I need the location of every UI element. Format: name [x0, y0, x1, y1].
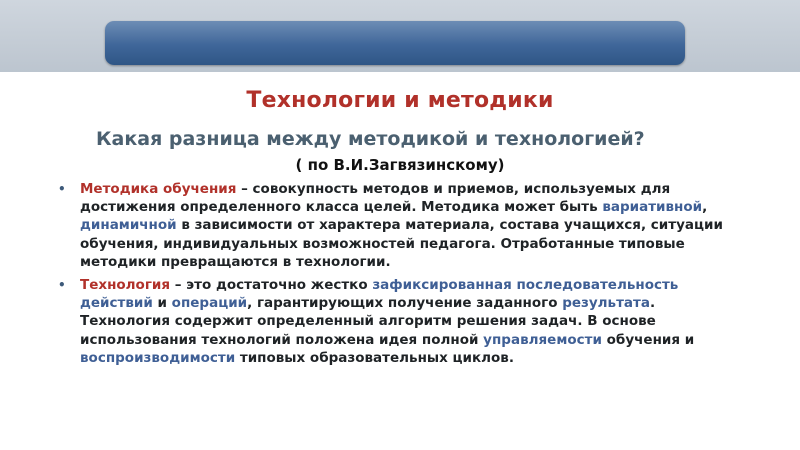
segment-term: Технология	[80, 277, 171, 294]
segment-text: . Технология содержит определенный алгоритм решения задач. В основе использования технологий положена идея полной	[80, 295, 656, 348]
slide-subtitle: Какая разница между методикой и технологией?	[96, 128, 645, 150]
segment-keyword: результата	[562, 295, 650, 312]
bullet-methodology	[58, 180, 748, 271]
segment-keyword: зафиксированная последовательность действий	[80, 277, 679, 312]
segment-term: Методика обучения	[80, 181, 237, 197]
bullet-list	[58, 180, 748, 372]
segment-text: обучения и	[601, 331, 695, 348]
segment-text: – совокупность методов и приемов, используемых для достижения определенного класса целей. Методика может быть	[80, 181, 671, 216]
segment-text: типовых образовательных циклов.	[235, 349, 514, 366]
bullet-technology	[58, 276, 748, 367]
segment-keyword: воспроизводимости	[80, 349, 236, 366]
segment-text: и	[152, 295, 172, 312]
slide-title: Технологии и методики	[246, 88, 554, 113]
segment-text: – это достаточно жестко	[170, 277, 373, 294]
bullet-icon: •	[58, 182, 66, 196]
segment-keyword: управляемости	[483, 331, 602, 348]
segment-text: , гарантирующих получение заданного	[247, 295, 563, 312]
header-bar	[105, 21, 685, 65]
segment-text: ,	[702, 199, 708, 216]
segment-keyword: операций	[171, 295, 248, 312]
segment-text: в зависимости от характера материала, состава учащихся, ситуации обучения, индивидуальных возможностей педагога. Отработанные типовые методики превращаются в технологии.	[80, 217, 723, 270]
bullet-icon: •	[58, 278, 66, 293]
segment-keyword: динамичной	[80, 217, 177, 234]
slide-attribution: ( по В.И.Загвязинскому)	[295, 156, 505, 174]
segment-keyword: вариативной	[602, 199, 703, 216]
